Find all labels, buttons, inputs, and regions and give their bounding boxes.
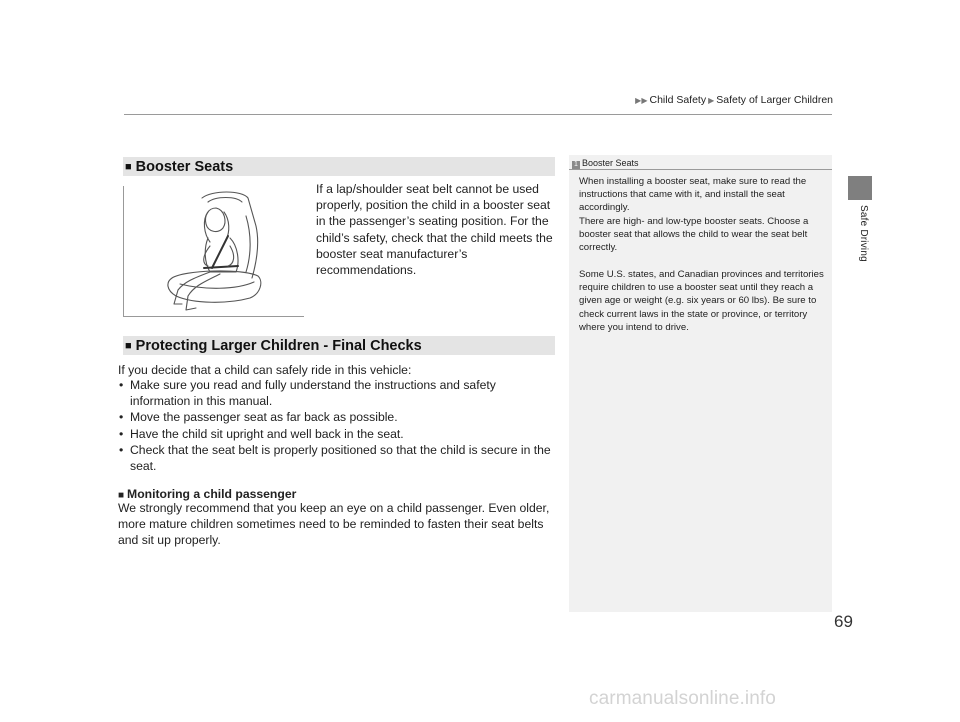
- final-checks-list: [118, 377, 558, 474]
- breadcrumb-arrow-icon: ▶▶: [635, 96, 648, 105]
- section-heading-text: Protecting Larger Children - Final Checks: [135, 337, 422, 354]
- list-item-text: Check that the seat belt is properly positioned so that the child is secure in the seat.: [130, 442, 551, 474]
- section-heading-final-checks: [123, 336, 555, 355]
- bullet-icon: •: [119, 442, 124, 457]
- sidebar-note-panel: [569, 155, 832, 612]
- final-checks-intro: If you decide that a child can safely ride in this vehicle:: [118, 363, 412, 377]
- list-item: [118, 426, 558, 442]
- header-divider: [124, 114, 832, 115]
- list-item-text: Make sure you read and fully understand the instructions and safety information in this manual.: [130, 378, 496, 409]
- chapter-side-label: Safe Driving: [858, 205, 869, 262]
- subheading-text: Monitoring a child passenger: [127, 487, 297, 501]
- section-square-icon: ■: [125, 160, 132, 173]
- section-heading-booster-seats: [123, 157, 555, 176]
- list-item: [118, 442, 558, 474]
- list-item-text: Move the passenger seat as far back as possible.: [130, 410, 398, 425]
- reference-number-icon: 1: [572, 161, 580, 169]
- bullet-icon: •: [119, 410, 124, 425]
- bullet-icon: •: [119, 378, 124, 392]
- breadcrumb-item-1[interactable]: Child Safety: [649, 94, 707, 106]
- sidebar-title-text: Booster Seats: [582, 158, 639, 168]
- chapter-tab-marker: [848, 176, 872, 200]
- section-heading-text: Booster Seats: [135, 158, 234, 175]
- monitoring-paragraph: We strongly recommend that you keep an eye on a child passenger. Even older, more mature children sometimes need to be reminded to fasten their seat belts and sit up properly.: [118, 501, 550, 548]
- sidebar-note-paragraph-2: Some U.S. states, and Canadian provinces and territories require children to use a booster seat until they reach a given age or weight (e.g. six years or 60 lbs). Be sure to check current laws in the state or province, or territory where you intend to drive.: [579, 269, 824, 333]
- bullet-icon: •: [119, 426, 124, 441]
- breadcrumb: [500, 94, 833, 106]
- sidebar-divider: [569, 169, 832, 170]
- sidebar-note-paragraph-1: When installing a booster seat, make sure to read the instructions that came with it, and install the seat accordingly. There are high- and low-type booster seats. Choose a booster seat that allows the child to wear the seat belt correctly.: [579, 176, 809, 254]
- child-booster-seat-illustration: [123, 186, 304, 317]
- list-item: [118, 409, 558, 425]
- subsection-square-icon: ■: [118, 490, 125, 501]
- breadcrumb-arrow-icon: ▶: [708, 96, 715, 105]
- list-item-text: Have the child sit upright and well back in the seat.: [130, 426, 404, 441]
- section-square-icon: ■: [125, 339, 132, 352]
- watermark: carmanualsonline.info: [589, 688, 776, 709]
- page-number: 69: [834, 612, 853, 631]
- sidebar-note-title: [572, 158, 639, 169]
- booster-seats-paragraph: If a lap/shoulder seat belt cannot be used properly, position the child in a booster seat in the passenger’s seating position. For the child’s safety, check that the child meets the booster seat manufacturer’s recommendations.: [316, 182, 553, 278]
- breadcrumb-item-2[interactable]: Safety of Larger Children: [716, 94, 833, 106]
- list-item: [118, 377, 558, 409]
